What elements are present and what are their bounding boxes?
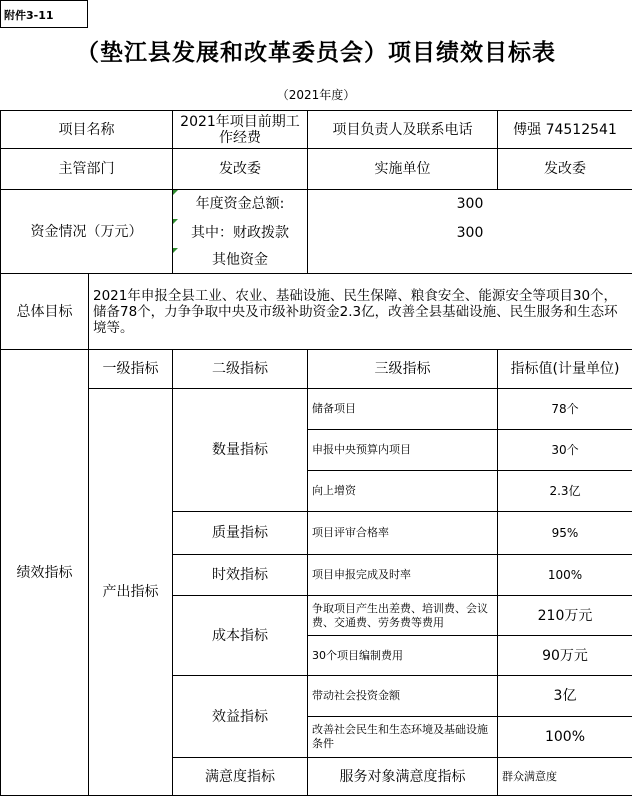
time-label: 时效指标 — [173, 555, 308, 596]
header-value: 指标值(计量单位) — [498, 350, 632, 389]
perf-label: 绩效指标 — [1, 350, 89, 796]
goal-label: 总体目标 — [1, 274, 89, 350]
satisfaction-label: 满意度指标 — [173, 758, 308, 796]
quantity-item-name: 储备项目 — [308, 389, 498, 430]
contact-label: 项目负责人及联系电话 — [308, 111, 498, 149]
cost-item-name: 30个项目编制费用 — [308, 636, 498, 676]
impl-value: 发改委 — [498, 149, 632, 190]
quantity-item-value: 30个 — [498, 430, 632, 471]
cost-label: 成本指标 — [173, 596, 308, 676]
quantity-item-value: 78个 — [498, 389, 632, 430]
year-label: （2021年度） — [276, 88, 356, 102]
page-title: （垫江县发展和改革委员会）项目绩效目标表 — [76, 39, 556, 66]
header-l3: 三级指标 — [308, 350, 498, 389]
output-label: 产出指标 — [89, 389, 173, 796]
funds-total-value: 300 — [308, 190, 632, 219]
benefit-item-value: 3亿 — [498, 676, 632, 717]
table-row — [1, 274, 632, 350]
contact-value: 傅强 74512541 — [498, 111, 632, 149]
funds-other-value — [308, 248, 632, 274]
project-name-label: 项目名称 — [1, 111, 173, 149]
header-l1: 一级指标 — [89, 350, 173, 389]
quality-label: 质量指标 — [173, 512, 308, 555]
quantity-item-value: 2.3亿 — [498, 471, 632, 512]
dept-label: 主管部门 — [1, 149, 173, 190]
table-row — [1, 149, 632, 190]
dept-value: 发改委 — [173, 149, 308, 190]
table-row — [1, 350, 632, 389]
project-name-value: 2021年项目前期工作经费 — [173, 111, 308, 149]
table-row — [1, 111, 632, 149]
time-item-name: 项目申报完成及时率 — [308, 555, 498, 596]
table-row — [1, 389, 632, 430]
funds-fiscal-label: 其中：财政拨款 — [173, 219, 308, 248]
cost-item-value: 90万元 — [498, 636, 632, 676]
cost-item-name: 争取项目产生出差费、培训费、会议费、交通费、劳务费等费用 — [308, 596, 498, 636]
goal-text: 2021年申报全县工业、农业、基础设施、民生保障、粮食安全、能源安全等项目30个，储备78个，力争争取中央及市级补助资金2.3亿，改善全县基础设施、民生服务和生态环境等。 — [89, 274, 632, 350]
attachment-label: 附件3-11 — [0, 0, 88, 28]
benefit-label: 效益指标 — [173, 676, 308, 758]
benefit-item-name: 改善社会民生和生态环境及基础设施条件 — [308, 717, 498, 758]
time-item-value: 100% — [498, 555, 632, 596]
funds-label: 资金情况（万元） — [1, 190, 173, 274]
header-l2: 二级指标 — [173, 350, 308, 389]
satisfaction-item-name: 群众满意度 — [498, 758, 632, 796]
service-label: 服务对象满意度指标 — [308, 758, 498, 796]
quantity-item-name: 向上增资 — [308, 471, 498, 512]
table-row — [1, 190, 632, 219]
funds-other-label: 其他资金 — [173, 248, 308, 274]
performance-table — [0, 110, 632, 796]
quality-item-value: 95% — [498, 512, 632, 555]
benefit-item-value: 100% — [498, 717, 632, 758]
impl-label: 实施单位 — [308, 149, 498, 190]
benefit-item-name: 带动社会投资金额 — [308, 676, 498, 717]
funds-fiscal-value: 300 — [308, 219, 632, 248]
quantity-item-name: 申报中央预算内项目 — [308, 430, 498, 471]
funds-total-label: 年度资金总额: — [173, 190, 308, 219]
quantity-label: 数量指标 — [173, 389, 308, 512]
quality-item-name: 项目评审合格率 — [308, 512, 498, 555]
cost-item-value: 210万元 — [498, 596, 632, 636]
